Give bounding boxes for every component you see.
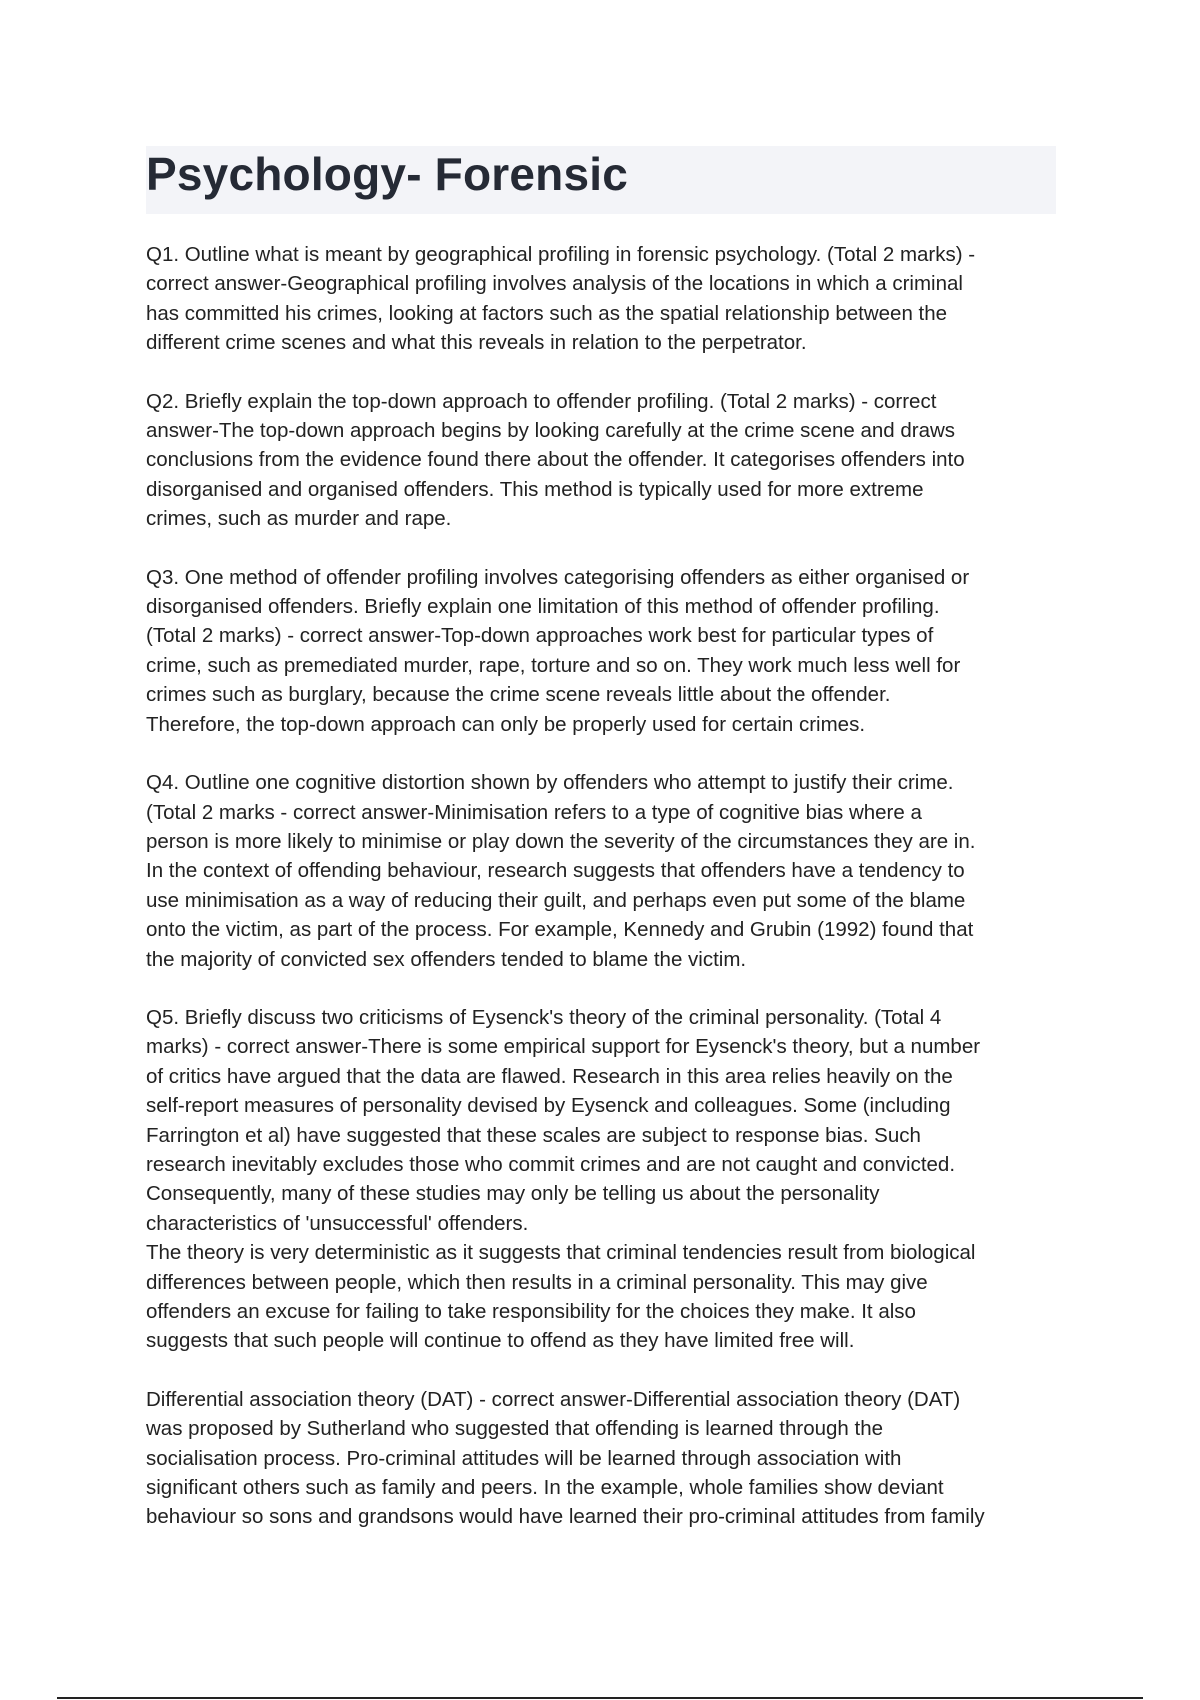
text-line: was proposed by Sutherland who suggested that offending is learned through the — [146, 1417, 883, 1441]
term-block-dat — [146, 1385, 1066, 1532]
text-line: Consequently, many of these studies may only be telling us about the personality — [146, 1182, 880, 1206]
text-line: answer-The top-down approach begins by looking carefully at the crime scene and draws — [146, 419, 956, 443]
text-line: correct answer-Geographical profiling involves analysis of the locations in which a criminal — [146, 272, 963, 296]
text-line: significant others such as family and peers. In the example, whole families show deviant — [146, 1476, 944, 1500]
text-line: Therefore, the top-down approach can only be properly used for certain crimes. — [146, 712, 866, 736]
text-line: of critics have argued that the data are flawed. Research in this area relies heavily on the — [146, 1064, 953, 1088]
question-block-q3 — [146, 563, 1066, 739]
document-body — [146, 240, 1066, 1561]
text-line: the majority of convicted sex offenders tended to blame the victim. — [146, 947, 747, 971]
text-line: crimes such as burglary, because the crime scene reveals little about the offender. — [146, 683, 891, 707]
question-block-q1 — [146, 240, 1066, 358]
text-line: Farrington et al) have suggested that these scales are subject to response bias. Such — [146, 1123, 921, 1147]
text-line: behaviour so sons and grandsons would have learned their pro-criminal attitudes from family — [146, 1505, 985, 1529]
text-line: (Total 2 marks) - correct answer-Top-down approaches work best for particular types of — [146, 624, 934, 648]
text-line: Q4. Outline one cognitive distortion shown by offenders who attempt to justify their crime. — [146, 771, 954, 795]
text-line: disorganised offenders. Briefly explain one limitation of this method of offender profiling. — [146, 595, 940, 619]
text-line: Differential association theory (DAT) - correct answer-Differential association theory (DAT) — [146, 1387, 961, 1411]
text-line: Q3. One method of offender profiling involves categorising offenders as either organised or — [146, 565, 970, 589]
text-line: crime, such as premediated murder, rape, torture and so on. They work much less well for — [146, 653, 961, 677]
question-block-q5 — [146, 1003, 1066, 1356]
text-line: crimes, such as murder and rape. — [146, 507, 452, 531]
question-block-q4 — [146, 768, 1066, 974]
text-line: (Total 2 marks - correct answer-Minimisation refers to a type of cognitive bias where a — [146, 800, 922, 824]
text-line: In the context of offending behaviour, research suggests that offenders have a tendency to — [146, 859, 965, 883]
text-line: offenders an excuse for failing to take responsibility for the choices they make. It also — [146, 1300, 916, 1323]
text-line: Q2. Briefly explain the top-down approach to offender profiling. (Total 2 marks) - correct — [146, 389, 937, 413]
text-line: marks) - correct answer-There is some empirical support for Eysenck's theory, but a number — [146, 1035, 981, 1059]
text-line: person is more likely to minimise or play down the severity of the circumstances they are in. — [146, 829, 976, 853]
text-line: The theory is very deterministic as it suggests that criminal tendencies result from biological — [146, 1241, 976, 1265]
text-line: has committed his crimes, looking at factors such as the spatial relationship between the — [146, 301, 948, 325]
page-title: Psychology- Forensic — [146, 148, 629, 200]
text-line: socialisation process. Pro-criminal attitudes will be learned through association with — [146, 1446, 902, 1470]
text-line: Q1. Outline what is meant by geographical profiling in forensic psychology. (Total 2 marks) - — [146, 243, 976, 266]
text-line: use minimisation as a way of reducing their guilt, and perhaps even put some of the blame — [146, 888, 966, 912]
text-line: Q5. Briefly discuss two criticisms of Eysenck's theory of the criminal personality. (Total 4 — [146, 1005, 942, 1029]
page-bottom-divider — [57, 1697, 1143, 1699]
text-line: research inevitably excludes those who commit crimes and are not caught and convicted. — [146, 1152, 956, 1176]
text-line: conclusions from the evidence found there about the offender. It categorises offenders into — [146, 448, 965, 472]
text-line: disorganised and organised offenders. This method is typically used for more extreme — [146, 477, 924, 501]
text-line: differences between people, which then results in a criminal personality. This may give — [146, 1270, 928, 1294]
text-line: characteristics of 'unsuccessful' offenders. — [146, 1211, 529, 1235]
text-line: onto the victim, as part of the process. For example, Kennedy and Grubin (1992) found that — [146, 918, 974, 942]
text-line: suggests that such people will continue to offend as they have limited free will. — [146, 1329, 855, 1353]
text-line: self-report measures of personality devised by Eysenck and colleagues. Some (including — [146, 1094, 951, 1118]
text-line: different crime scenes and what this reveals in relation to the perpetrator. — [146, 331, 807, 355]
question-block-q2 — [146, 387, 1066, 534]
